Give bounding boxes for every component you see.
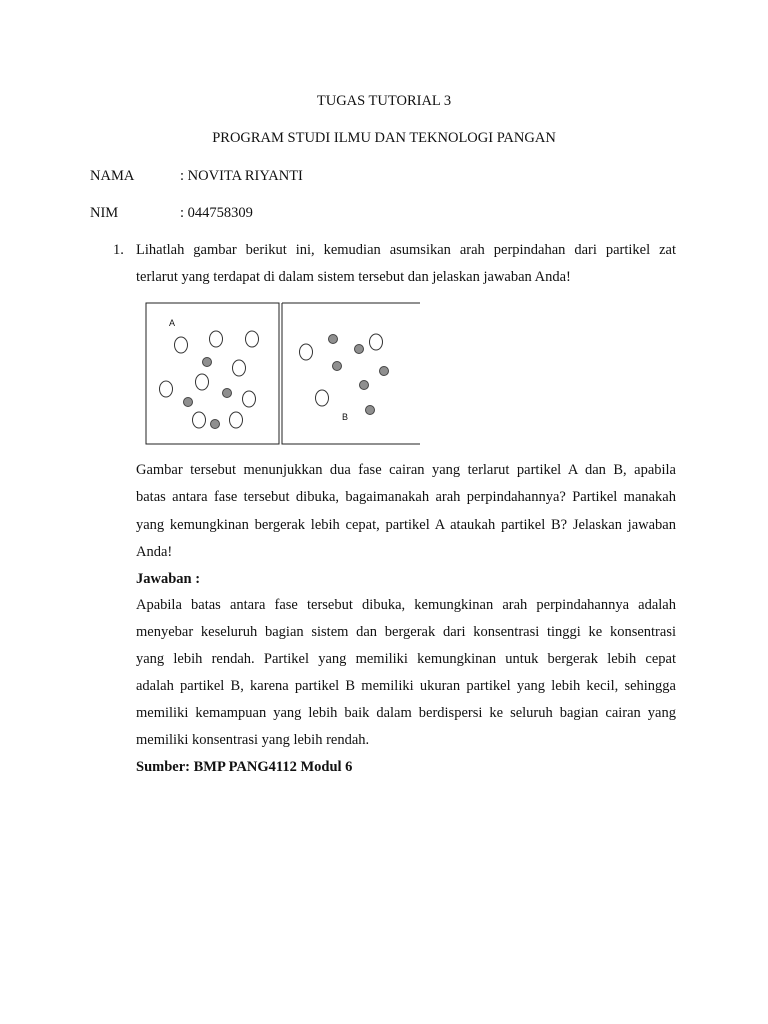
label-b: B	[342, 412, 349, 422]
label-a: A	[169, 318, 176, 328]
particle-b	[223, 389, 232, 398]
particle-b	[360, 381, 369, 390]
description-line: Gambar tersebut menunjukkan dua fase cairan yang terlarut partikel A dan B, apabila	[136, 462, 676, 478]
particle-b	[355, 345, 364, 354]
particle-a	[233, 360, 246, 376]
name-label: NAMA	[90, 168, 135, 184]
particle-a	[230, 412, 243, 428]
phase-b-box	[282, 303, 420, 444]
particle-a	[196, 374, 209, 390]
particle-b	[184, 398, 193, 407]
program-title: PROGRAM STUDI ILMU DAN TEKNOLOGI PANGAN	[212, 130, 556, 146]
nim-label: NIM	[90, 205, 119, 221]
question-number: 1.	[113, 242, 124, 258]
nim-value: : 044758309	[180, 205, 253, 221]
question-line: terlarut yang terdapat di dalam sistem tersebut dan jelaskan jawaban Anda!	[136, 269, 571, 285]
diffusion-diagram	[145, 302, 425, 447]
answer-heading: Jawaban :	[136, 571, 201, 587]
description-line: yang kemungkinan bergerak lebih cepat, partikel A ataukah partikel B? Jelaskan jawaban	[136, 517, 676, 533]
description-line: batas antara fase tersebut dibuka, bagaimanakah arah perpindahannya? Partikel manakah	[136, 489, 676, 505]
answer-line: yang lebih rendah. Partikel yang memiliki kemungkinan untuk bergerak lebih cepat	[136, 651, 676, 667]
question-line: Lihatlah gambar berikut ini, kemudian asumsikan arah perpindahan dari partikel zat	[136, 242, 676, 258]
particle-a	[210, 331, 223, 347]
particle-b	[329, 335, 338, 344]
name-value: : NOVITA RIYANTI	[180, 168, 303, 184]
particle-b	[366, 406, 375, 415]
description-line: Anda!	[136, 544, 173, 560]
particle-b	[380, 367, 389, 376]
particle-a	[175, 337, 188, 353]
particle-a	[193, 412, 206, 428]
particle-b	[211, 420, 220, 429]
particle-a	[246, 331, 259, 347]
particle-a	[316, 390, 329, 406]
answer-line: adalah partikel B, karena partikel B memiliki ukuran partikel yang lebih kecil, sehingga	[136, 678, 676, 694]
particle-b	[333, 362, 342, 371]
source-citation: Sumber: BMP PANG4112 Modul 6	[136, 759, 353, 775]
document-title: TUGAS TUTORIAL 3	[316, 93, 452, 109]
particle-b	[203, 358, 212, 367]
particle-a	[160, 381, 173, 397]
particle-a	[300, 344, 313, 360]
particle-a	[243, 391, 256, 407]
answer-line: memiliki kemampuan yang lebih baik dalam berdispersi ke seluruh bagian cairan yang	[136, 705, 676, 721]
particle-a	[370, 334, 383, 350]
answer-line: menyebar keseluruh bagian sistem dan bergerak dari konsentrasi tinggi ke konsentrasi	[136, 624, 676, 640]
answer-line: Apabila batas antara fase tersebut dibuka, kemungkinan arah perpindahannya adalah	[136, 597, 676, 613]
answer-line: memiliki konsentrasi yang lebih rendah.	[136, 732, 370, 748]
